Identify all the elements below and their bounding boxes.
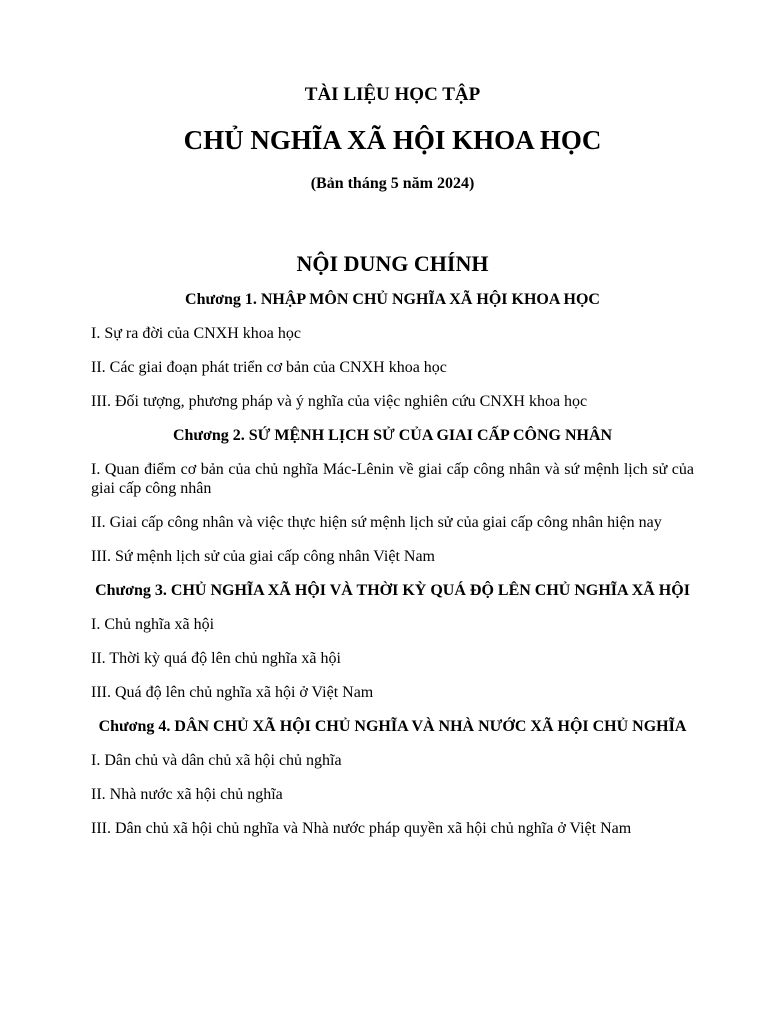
section-item: III. Dân chủ xã hội chủ nghĩa và Nhà nước pháp quyền xã hội chủ nghĩa ở Việt Nam: [91, 820, 632, 837]
section-item: II. Thời kỳ quá độ lên chủ nghĩa xã hội: [91, 650, 341, 667]
section-item: II. Giai cấp công nhân và việc thực hiện sứ mệnh lịch sử của giai cấp công nhân hiện nay: [91, 514, 662, 531]
document-label: TÀI LIỆU HỌC TẬP: [304, 84, 481, 105]
section-item: II. Nhà nước xã hội chủ nghĩa: [91, 786, 283, 803]
document-title: CHỦ NGHĨA XÃ HỘI KHOA HỌC: [183, 125, 602, 155]
table-of-contents: [91, 290, 694, 853]
chapter-title: Chương 1. NHẬP MÔN CHỦ NGHĨA XÃ HỘI KHOA HỌC: [185, 291, 600, 308]
chapter-1: [91, 290, 694, 411]
chapter-title: Chương 4. DÂN CHỦ XÃ HỘI CHỦ NGHĨA VÀ NHÀ NƯỚC XÃ HỘI CHỦ NGHĨA: [98, 718, 687, 735]
toc-heading: NỘI DUNG CHÍNH: [296, 251, 489, 276]
section-item: I. Chủ nghĩa xã hội: [91, 616, 215, 633]
chapter-title: Chương 3. CHỦ NGHĨA XÃ HỘI VÀ THỜI KỲ QUÁ ĐỘ LÊN CHỦ NGHĨA XÃ HỘI: [95, 582, 690, 599]
chapter-title: Chương 2. SỨ MỆNH LỊCH SỬ CỦA GIAI CẤP CÔNG NHÂN: [172, 427, 613, 444]
section-item: III. Sứ mệnh lịch sử của giai cấp công nhân Việt Nam: [91, 548, 435, 565]
chapter-3: [91, 581, 694, 702]
chapter-2: [91, 426, 694, 566]
section-item: II. Các giai đoạn phát triển cơ bản của CNXH khoa học: [91, 359, 447, 376]
section-item: III. Đối tượng, phương pháp và ý nghĩa của việc nghiên cứu CNXH khoa học: [91, 393, 588, 410]
section-item: I. Dân chủ và dân chủ xã hội chủ nghĩa: [91, 752, 342, 769]
section-item: I. Sự ra đời của CNXH khoa học: [91, 325, 301, 342]
section-item: I. Quan điểm cơ bản của chủ nghĩa Mác-Lênin về giai cấp công nhân và sứ mệnh lịch sử của giai cấp công nhân: [91, 461, 694, 497]
chapter-4: [91, 717, 694, 838]
section-item: III. Quá độ lên chủ nghĩa xã hội ở Việt Nam: [91, 684, 374, 701]
document-subtitle: (Bản tháng 5 năm 2024): [310, 175, 475, 192]
